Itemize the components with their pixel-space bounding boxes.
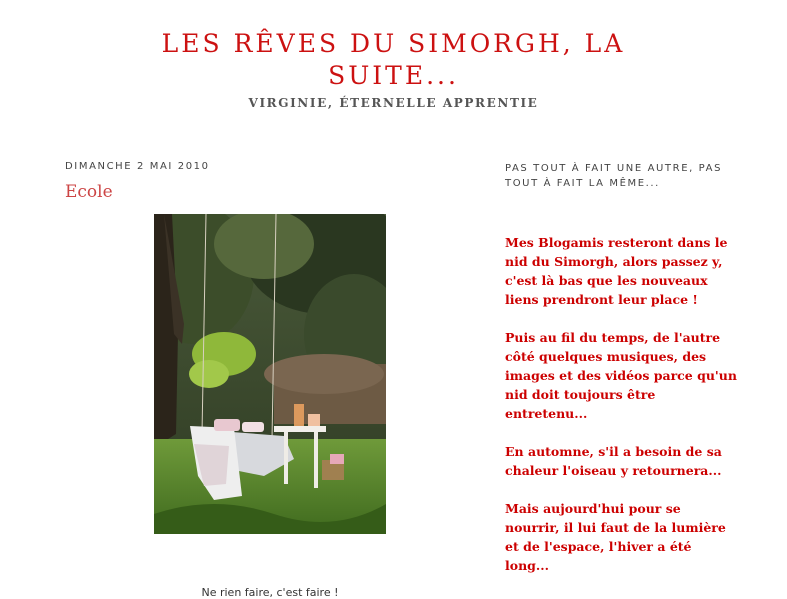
post-title-link[interactable]: Ecole (65, 182, 113, 202)
sidebar-paragraph: Mais aujourd'hui pour se nourrir, il lui faut de la lumière et de l'espace, l'hiver a été long... (505, 501, 726, 573)
sidebar-title: PAS TOUT À FAIT UNE AUTRE, PAS TOUT À FAIT LA MÊME... (505, 163, 723, 189)
post-date: DIMANCHE 2 MAI 2010 (65, 161, 210, 172)
sidebar-text (505, 233, 737, 594)
sidebar-paragraph: En automne, s'il a besoin de sa chaleur l'oiseau y retournera... (505, 444, 722, 478)
sidebar-paragraph: Mes Blogamis resteront dans le nid du Simorgh, alors passez y, c'est là bas que les nouveaux liens prendront leur place ! (505, 235, 728, 307)
blog-title[interactable]: LES RÊVES DU SIMORGH, LA SUITE... (161, 29, 626, 90)
post-caption: Ne rien faire, c'est faire ! (201, 586, 339, 599)
blog-description: VIRGINIE, ÉTERNELLE APPRENTIE (248, 96, 539, 110)
post-photo[interactable] (154, 214, 386, 534)
blog-header (0, 28, 787, 110)
sidebar-paragraph: Puis au fil du temps, de l'autre côté quelques musiques, des images et des vidéos parce qu'un nid doit toujours être entretenu... (505, 330, 737, 421)
